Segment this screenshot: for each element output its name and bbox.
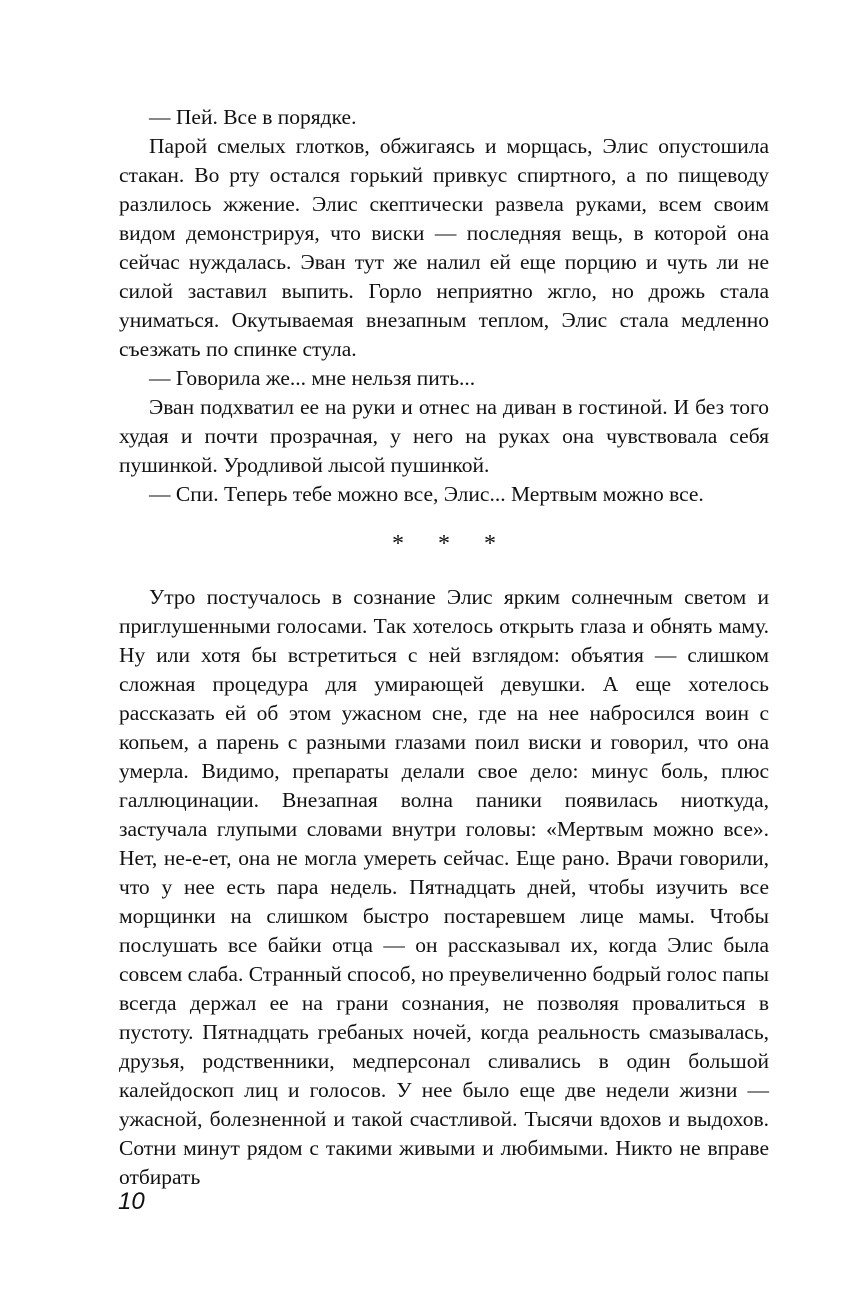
page-number: 10: [118, 1188, 145, 1215]
text-section-2: [119, 583, 769, 1192]
paragraph: — Спи. Теперь тебе можно все, Элис... Мертвым можно все.: [149, 482, 704, 506]
section-separator: * * *: [392, 531, 510, 557]
paragraph: Утро постучалось в сознание Элис ярким солнечным светом и приглушенными голосами. Так хотелось открыть глаза и обнять маму. Ну или хотя бы встретиться с ней взглядом: объятия — слишком сложная процедура для умирающей девушки. А еще хотелось рассказать ей об этом ужасном сне, где на нее набросился воин с копьем, а парень с разными глазами поил виски и говорил, что она умерла. Видимо, препараты делали свое дело: минус боль, плюс галлюцинации. Внезапная волна паники появилась ниоткуда, застучала глупыми словами внутри головы: «Мертвым можно все». Нет, не-е-ет, она не могла умереть сейчас. Еще рано. Врачи говорили, что у нее есть пара недель. Пятнадцать дней, чтобы изучить все морщинки на слишком быстро постаревшем лице мамы. Чтобы послушать все байки отца — он рассказывал их, когда Элис была совсем слаба. Странный способ, но преувеличенно бодрый голос папы всегда держал ее на грани сознания, не позволяя провалиться в пустоту. Пятнадцать гребаных ночей, когда реальность смазывалась, друзья, родственники, медперсонал сливались в один большой калейдоскоп лиц и голосов. У нее было еще две недели жизни — ужасной, болезненной и такой счастливой. Тысячи вдохов и выдохов. Сотни минут рядом с такими живыми и любимыми. Никто не вправе отбирать: [119, 585, 769, 1189]
paragraph: — Говорила же... мне нельзя пить...: [149, 366, 476, 390]
paragraph: — Пей. Все в порядке.: [149, 105, 357, 129]
paragraph: Парой смелых глотков, обжигаясь и морщась, Элис опустошила стакан. Во рту остался горький привкус спиртного, а по пищеводу разлилось жжение. Элис скептически развела руками, всем своим видом демонстрируя, что виски — последняя вещь, в которой она сейчас нуждалась. Эван тут же налил ей еще порцию и чуть ли не силой заставил выпить. Горло неприятно жгло, но дрожь стала униматься. Окутываемая внезапным теплом, Элис стала медленно съезжать по спинке стула.: [119, 134, 769, 361]
paragraph: Эван подхватил ее на руки и отнес на диван в гостиной. И без того худая и почти прозрачная, у него на руках она чувствовала себя пушинкой. Уродливой лысой пушинкой.: [119, 395, 769, 477]
text-section-1: [119, 103, 769, 509]
